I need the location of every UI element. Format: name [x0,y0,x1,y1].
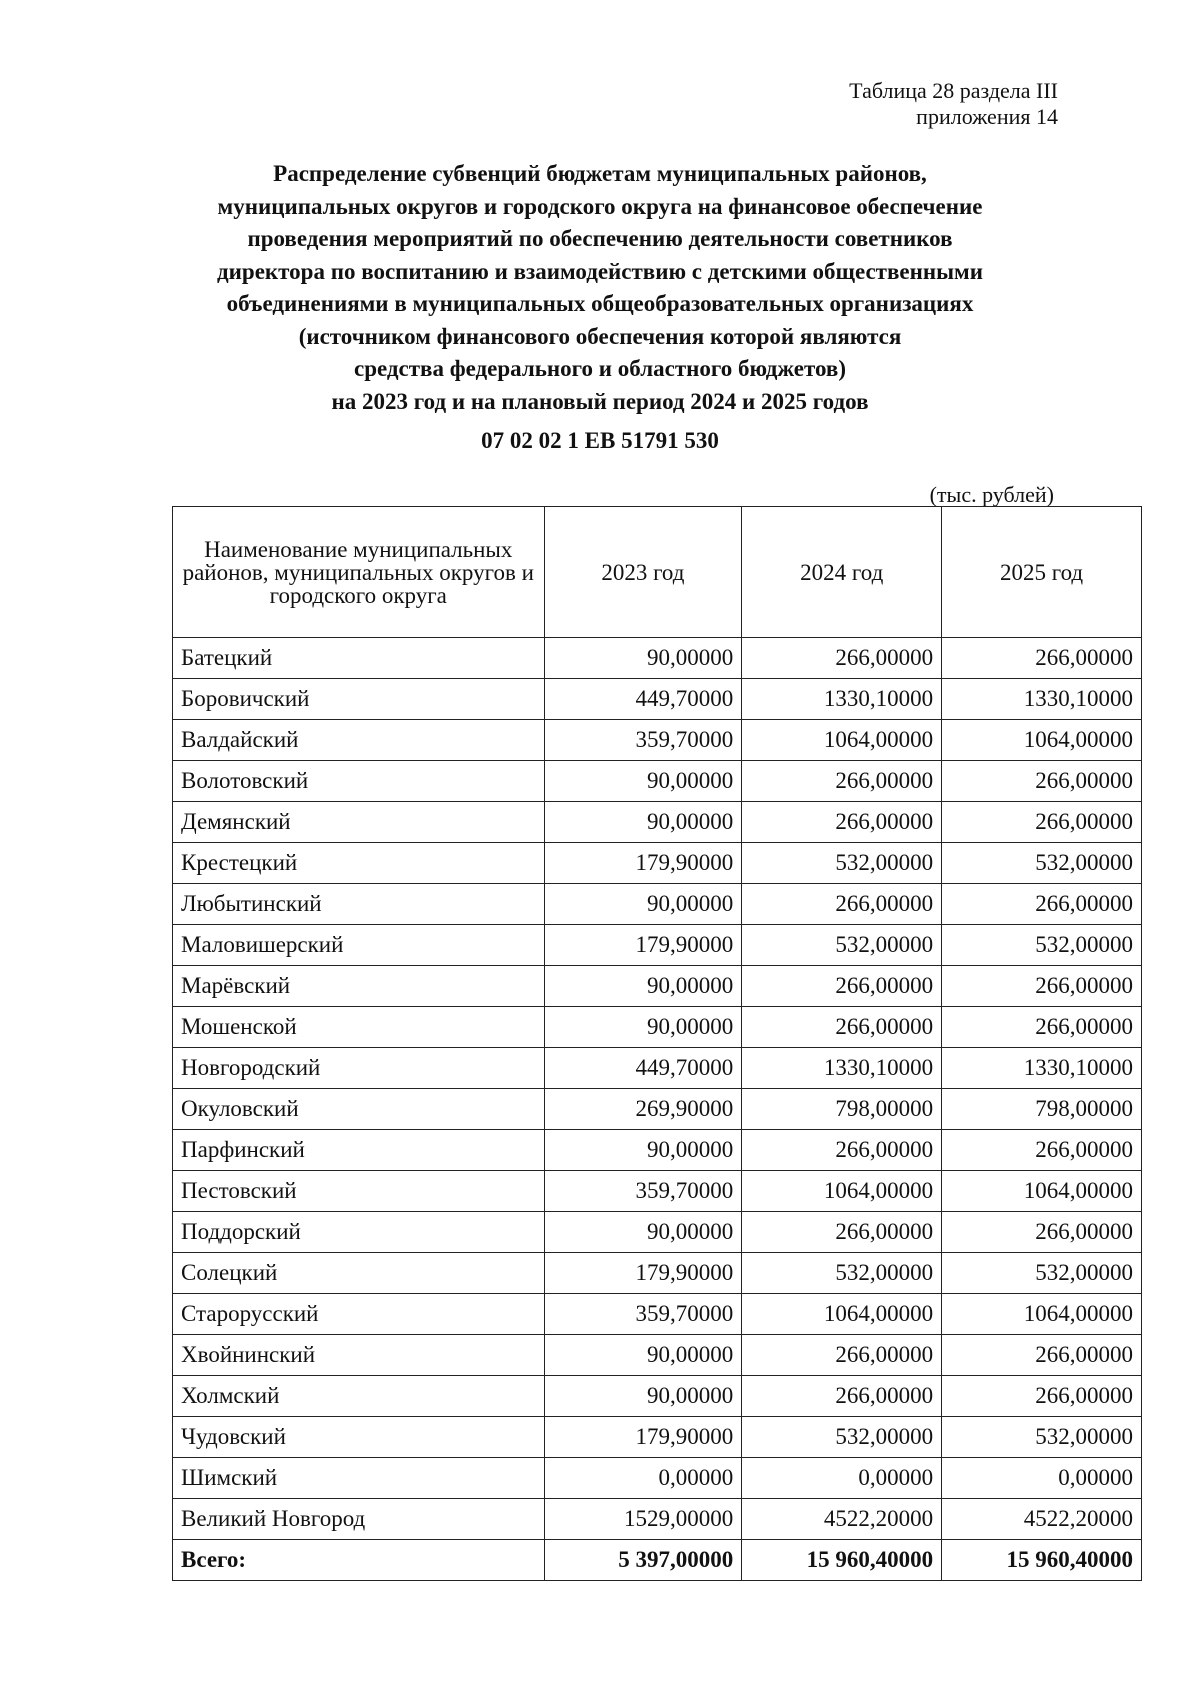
value-2025: 1064,00000 [942,1171,1142,1212]
value-2025: 266,00000 [942,1007,1142,1048]
value-2025: 1064,00000 [942,1294,1142,1335]
district-name: Мошенской [173,1007,545,1048]
district-name: Хвойнинский [173,1335,545,1376]
title-line: (источником финансового обеспечения которой являются [298,323,902,349]
value-2024: 266,00000 [742,1212,942,1253]
district-name: Волотовский [173,761,545,802]
title-line: директора по воспитанию и взаимодействию с детскими общественными [217,258,983,284]
value-2023: 359,70000 [544,720,742,761]
value-2023: 359,70000 [544,1171,742,1212]
value-2023: 90,00000 [544,966,742,1007]
table-row [173,1089,1142,1130]
value-2025: 266,00000 [942,761,1142,802]
table-row [173,1499,1142,1540]
district-name: Батецкий [173,638,545,679]
header-name: Наименование муниципальных районов, муниципальных округов и городского округа [173,507,545,638]
table-row [173,761,1142,802]
value-2024: 266,00000 [742,761,942,802]
header-2024: 2024 год [742,507,942,638]
value-2024: 532,00000 [742,925,942,966]
table-reference-line-1: Таблица 28 раздела III [849,78,1058,103]
table-row [173,966,1142,1007]
district-name: Парфинский [173,1130,545,1171]
table-reference-line-2: приложения 14 [916,104,1058,129]
value-2025: 266,00000 [942,1212,1142,1253]
table-row [173,925,1142,966]
value-2025: 266,00000 [942,1130,1142,1171]
district-name: Марёвский [173,966,545,1007]
table-row [173,638,1142,679]
title-line: на 2023 год и на плановый период 2024 и 2025 годов [331,388,869,414]
table-row [173,1212,1142,1253]
value-2025: 266,00000 [942,884,1142,925]
value-2024: 266,00000 [742,802,942,843]
table-row [173,884,1142,925]
value-2023: 449,70000 [544,679,742,720]
value-2025: 266,00000 [942,1376,1142,1417]
value-2024: 1330,10000 [742,1048,942,1089]
table-row [173,843,1142,884]
value-2023: 179,90000 [544,1417,742,1458]
title-line: Распределение субвенций бюджетам муниципальных районов, [273,161,927,186]
table-row [173,1130,1142,1171]
total-2023: 5 397,00000 [544,1540,742,1581]
value-2025: 532,00000 [942,843,1142,884]
value-2024: 266,00000 [742,1376,942,1417]
value-2023: 90,00000 [544,638,742,679]
title-line: муниципальных округов и городского округа на финансовое обеспечение [217,193,983,219]
title-line: средства федерального и областного бюджетов) [353,356,846,381]
value-2024: 532,00000 [742,843,942,884]
table-row [173,1417,1142,1458]
value-2025: 266,00000 [942,638,1142,679]
value-2023: 359,70000 [544,1294,742,1335]
table-row [173,1294,1142,1335]
table-row [173,1048,1142,1089]
value-2023: 179,90000 [544,1253,742,1294]
district-name: Старорусский [173,1294,545,1335]
title-line: проведения мероприятий по обеспечению деятельности советников [247,226,953,251]
document-title [160,158,1040,418]
value-2025: 532,00000 [942,1417,1142,1458]
total-label: Всего: [173,1540,545,1581]
value-2025: 266,00000 [942,802,1142,843]
value-2024: 1064,00000 [742,1294,942,1335]
value-2025: 1064,00000 [942,720,1142,761]
table-row [173,1458,1142,1499]
title-line: объединениями в муниципальных общеобразовательных организациях [226,291,974,316]
value-2024: 266,00000 [742,1130,942,1171]
table-body [173,638,1142,1540]
value-2024: 1064,00000 [742,1171,942,1212]
value-2024: 532,00000 [742,1253,942,1294]
value-2025: 4522,20000 [942,1499,1142,1540]
subsidy-table [172,506,1142,1581]
total-row [173,1540,1142,1581]
value-2023: 90,00000 [544,1130,742,1171]
value-2024: 4522,20000 [742,1499,942,1540]
value-2023: 90,00000 [544,802,742,843]
value-2024: 0,00000 [742,1458,942,1499]
header-row [173,507,1142,638]
units-note: (тыс. рублей) [929,482,1054,507]
total-2024: 15 960,40000 [742,1540,942,1581]
district-name: Шимский [173,1458,545,1499]
value-2025: 1330,10000 [942,1048,1142,1089]
district-name: Холмский [173,1376,545,1417]
district-name: Демянский [173,802,545,843]
value-2023: 0,00000 [544,1458,742,1499]
value-2023: 90,00000 [544,1335,742,1376]
table-row [173,1007,1142,1048]
value-2023: 90,00000 [544,884,742,925]
district-name: Поддорский [173,1212,545,1253]
table-row [173,802,1142,843]
value-2025: 798,00000 [942,1089,1142,1130]
total-2025: 15 960,40000 [942,1540,1142,1581]
table-row [173,679,1142,720]
value-2025: 0,00000 [942,1458,1142,1499]
value-2024: 1330,10000 [742,679,942,720]
value-2023: 1529,00000 [544,1499,742,1540]
table-row [173,1376,1142,1417]
value-2024: 532,00000 [742,1417,942,1458]
district-name: Крестецкий [173,843,545,884]
table-row [173,720,1142,761]
table-reference [849,78,1058,130]
district-name: Валдайский [173,720,545,761]
value-2024: 798,00000 [742,1089,942,1130]
value-2023: 179,90000 [544,925,742,966]
budget-classification-code: 07 02 02 1 ЕВ 51791 530 [481,428,719,453]
table-footer [173,1540,1142,1581]
table-row [173,1253,1142,1294]
value-2024: 266,00000 [742,1335,942,1376]
table-row [173,1335,1142,1376]
value-2024: 266,00000 [742,966,942,1007]
header-2025: 2025 год [942,507,1142,638]
value-2023: 179,90000 [544,843,742,884]
table-row [173,1171,1142,1212]
district-name: Чудовский [173,1417,545,1458]
value-2024: 266,00000 [742,884,942,925]
value-2025: 532,00000 [942,1253,1142,1294]
district-name: Новгородский [173,1048,545,1089]
value-2025: 1330,10000 [942,679,1142,720]
district-name: Окуловский [173,1089,545,1130]
value-2023: 90,00000 [544,1007,742,1048]
district-name: Любытинский [173,884,545,925]
value-2024: 266,00000 [742,1007,942,1048]
value-2023: 90,00000 [544,1212,742,1253]
value-2023: 90,00000 [544,1376,742,1417]
district-name: Боровичский [173,679,545,720]
header-2023: 2023 год [544,507,742,638]
value-2024: 266,00000 [742,638,942,679]
district-name: Маловишерский [173,925,545,966]
value-2025: 532,00000 [942,925,1142,966]
value-2023: 449,70000 [544,1048,742,1089]
value-2023: 90,00000 [544,761,742,802]
district-name: Пестовский [173,1171,545,1212]
value-2025: 266,00000 [942,1335,1142,1376]
value-2025: 266,00000 [942,966,1142,1007]
district-name: Солецкий [173,1253,545,1294]
value-2024: 1064,00000 [742,720,942,761]
table-header [173,507,1142,638]
value-2023: 269,90000 [544,1089,742,1130]
district-name: Великий Новгород [173,1499,545,1540]
